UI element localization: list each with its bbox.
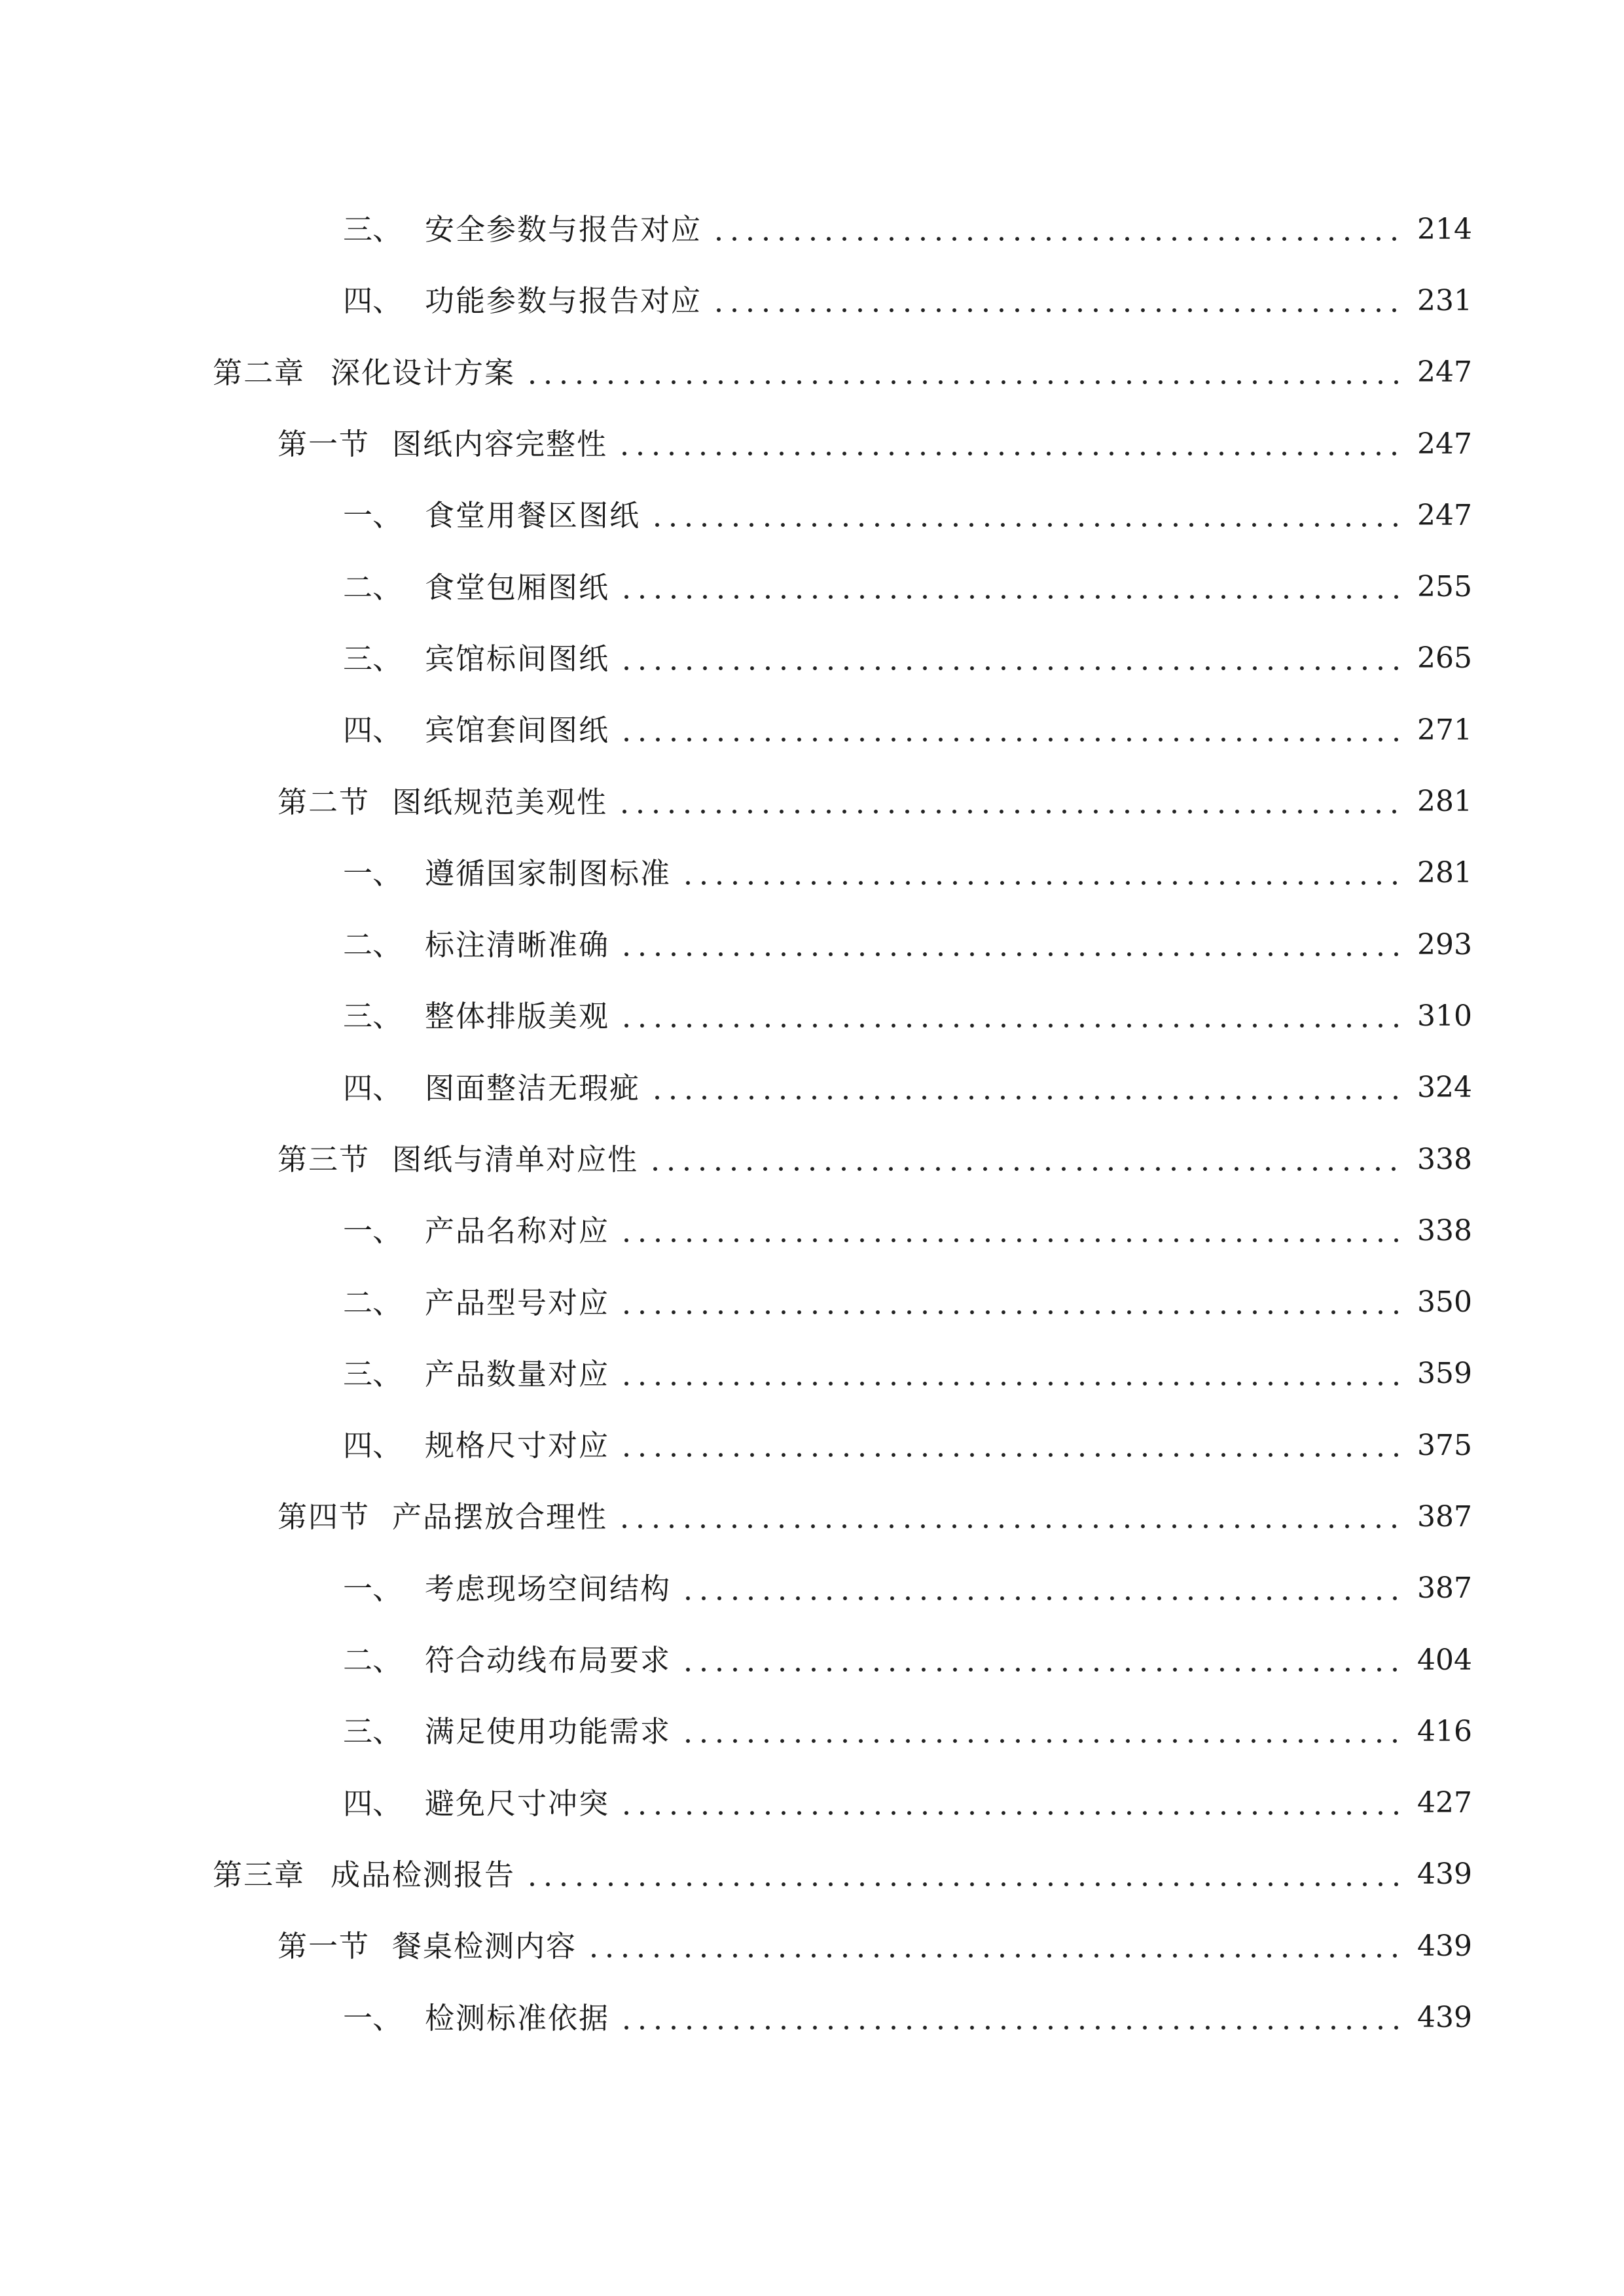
toc-entry-number: 一、 bbox=[343, 498, 403, 533]
toc-entry-title: 宾馆套间图纸 bbox=[425, 713, 610, 748]
toc-entry-number: 第一节 bbox=[278, 427, 370, 462]
dot-leader bbox=[619, 1288, 1407, 1318]
toc-entry[interactable] bbox=[0, 480, 1624, 551]
toc-entry-title: 宾馆标间图纸 bbox=[425, 641, 610, 676]
toc-entry-page: 387 bbox=[1417, 1499, 1472, 1534]
toc-entry-page: 416 bbox=[1417, 1714, 1472, 1748]
dot-leader bbox=[619, 1001, 1407, 1031]
toc-entry[interactable] bbox=[0, 551, 1624, 622]
toc-entry-page: 427 bbox=[1417, 1786, 1472, 1820]
dot-leader bbox=[680, 859, 1407, 888]
toc-entry-page: 387 bbox=[1417, 1571, 1472, 1605]
toc-entry-page: 338 bbox=[1417, 1213, 1472, 1247]
toc-entry-page: 281 bbox=[1417, 856, 1472, 890]
toc-entry-number: 第三节 bbox=[278, 1142, 370, 1177]
dot-leader bbox=[619, 1359, 1407, 1389]
toc-entry-page: 281 bbox=[1417, 785, 1472, 819]
toc-entry-title: 标注清晰准确 bbox=[425, 927, 610, 963]
toc-entry-title: 检测标准依据 bbox=[425, 2000, 610, 2036]
toc-entry[interactable] bbox=[0, 1266, 1624, 1338]
toc-entry-page: 439 bbox=[1417, 1929, 1472, 1963]
dot-leader bbox=[649, 501, 1407, 530]
toc-entry-title: 食堂用餐区图纸 bbox=[425, 498, 641, 533]
toc-entry[interactable] bbox=[0, 980, 1624, 1052]
toc-entry-number: 四、 bbox=[343, 1428, 403, 1463]
toc-entry-page: 265 bbox=[1417, 641, 1472, 675]
dot-leader bbox=[680, 1645, 1407, 1675]
toc-entry-number: 四、 bbox=[343, 1785, 403, 1821]
toc-entry-number: 三、 bbox=[343, 212, 403, 247]
toc-entry-title: 产品数量对应 bbox=[425, 1356, 610, 1391]
toc-entry-page: 439 bbox=[1417, 1857, 1472, 1892]
toc-entry[interactable] bbox=[0, 1195, 1624, 1266]
toc-entry[interactable] bbox=[0, 909, 1624, 980]
toc-entry[interactable] bbox=[0, 1553, 1624, 1624]
toc-entry-title: 考虑现场空间结构 bbox=[425, 1571, 672, 1606]
dot-leader bbox=[619, 2003, 1407, 2033]
toc-entry[interactable] bbox=[0, 623, 1624, 694]
dot-leader bbox=[586, 1931, 1407, 1961]
dot-leader bbox=[524, 1860, 1407, 1890]
toc-section-entry[interactable] bbox=[0, 766, 1624, 837]
toc-entry[interactable] bbox=[0, 1410, 1624, 1481]
dot-leader bbox=[711, 215, 1407, 244]
toc-entry-number: 四、 bbox=[343, 1070, 403, 1105]
toc-entry-page: 359 bbox=[1417, 1357, 1472, 1391]
toc-entry-page: 338 bbox=[1417, 1142, 1472, 1176]
toc-entry[interactable] bbox=[0, 1982, 1624, 2053]
toc-entry-number: 三、 bbox=[343, 1714, 403, 1749]
toc-entry-number: 第二章 bbox=[213, 355, 306, 390]
toc-entry-title: 产品名称对应 bbox=[425, 1213, 610, 1249]
dot-leader bbox=[680, 1717, 1407, 1746]
toc-entry-title: 避免尺寸冲突 bbox=[425, 1785, 610, 1821]
toc-entry-title: 图面整洁无瑕疵 bbox=[425, 1070, 641, 1105]
dot-leader bbox=[647, 1145, 1407, 1174]
toc-entry-number: 四、 bbox=[343, 283, 403, 319]
toc-chapter-entry[interactable] bbox=[0, 1839, 1624, 1910]
toc-entry-page: 255 bbox=[1417, 570, 1472, 604]
toc-entry[interactable] bbox=[0, 1338, 1624, 1410]
toc-entry-number: 三、 bbox=[343, 1356, 403, 1391]
dot-leader bbox=[617, 429, 1407, 459]
toc-entry-title: 安全参数与报告对应 bbox=[425, 212, 702, 247]
toc-entry-title: 餐桌检测内容 bbox=[392, 1929, 577, 1964]
toc-entry-title: 深化设计方案 bbox=[331, 355, 516, 390]
dot-leader bbox=[619, 1216, 1407, 1246]
toc-entry-title: 图纸规范美观性 bbox=[392, 784, 608, 819]
toc-entry-number: 一、 bbox=[343, 2000, 403, 2036]
toc-entry-number: 一、 bbox=[343, 1571, 403, 1606]
dot-leader bbox=[711, 286, 1407, 315]
toc-entry-title: 成品检测报告 bbox=[331, 1857, 516, 1892]
toc-entry-page: 310 bbox=[1417, 999, 1472, 1033]
toc-entry-number: 三、 bbox=[343, 641, 403, 676]
toc-entry-title: 图纸与清单对应性 bbox=[392, 1142, 639, 1177]
toc-entry-number: 二、 bbox=[343, 1643, 403, 1678]
dot-leader bbox=[619, 573, 1407, 602]
toc-entry-number: 第一节 bbox=[278, 1929, 370, 1964]
toc-section-entry[interactable] bbox=[0, 1481, 1624, 1552]
toc-entry-page: 350 bbox=[1417, 1285, 1472, 1319]
toc-entry[interactable] bbox=[0, 265, 1624, 336]
toc-chapter-entry[interactable] bbox=[0, 337, 1624, 408]
toc-entry-title: 功能参数与报告对应 bbox=[425, 283, 702, 319]
toc-entry-number: 第四节 bbox=[278, 1499, 370, 1535]
toc-entry-page: 214 bbox=[1417, 212, 1472, 246]
toc-entry-number: 四、 bbox=[343, 713, 403, 748]
toc-entry-page: 271 bbox=[1417, 713, 1472, 747]
toc-entry-number: 三、 bbox=[343, 999, 403, 1034]
toc-entry-number: 一、 bbox=[343, 855, 403, 891]
toc-entry-title: 产品摆放合理性 bbox=[392, 1499, 608, 1535]
toc-entry-page: 375 bbox=[1417, 1428, 1472, 1462]
table-of-contents bbox=[0, 194, 1624, 2054]
toc-entry-page: 293 bbox=[1417, 927, 1472, 961]
toc-entry[interactable] bbox=[0, 1696, 1624, 1767]
toc-entry[interactable] bbox=[0, 1052, 1624, 1124]
dot-leader bbox=[524, 358, 1407, 387]
toc-entry-number: 二、 bbox=[343, 1285, 403, 1320]
toc-entry-number: 一、 bbox=[343, 1213, 403, 1249]
toc-entry-page: 231 bbox=[1417, 283, 1472, 317]
toc-section-entry[interactable] bbox=[0, 1910, 1624, 1982]
dot-leader bbox=[617, 1502, 1407, 1532]
toc-entry-number: 第三章 bbox=[213, 1857, 306, 1892]
toc-section-entry[interactable] bbox=[0, 1124, 1624, 1195]
toc-entry-title: 遵循国家制图标准 bbox=[425, 855, 672, 891]
dot-leader bbox=[649, 1073, 1407, 1103]
toc-entry[interactable] bbox=[0, 1624, 1624, 1696]
toc-entry[interactable] bbox=[0, 194, 1624, 265]
toc-entry[interactable] bbox=[0, 694, 1624, 766]
toc-entry-page: 247 bbox=[1417, 498, 1472, 532]
toc-entry-page: 247 bbox=[1417, 355, 1472, 389]
toc-entry-title: 图纸内容完整性 bbox=[392, 427, 608, 462]
dot-leader bbox=[619, 1789, 1407, 1818]
toc-entry-page: 247 bbox=[1417, 427, 1472, 461]
dot-leader bbox=[619, 644, 1407, 673]
toc-entry[interactable] bbox=[0, 838, 1624, 909]
toc-entry-title: 符合动线布局要求 bbox=[425, 1643, 672, 1678]
toc-entry-number: 第二节 bbox=[278, 784, 370, 819]
toc-entry-number: 二、 bbox=[343, 927, 403, 963]
toc-entry-page: 404 bbox=[1417, 1643, 1472, 1677]
toc-section-entry[interactable] bbox=[0, 408, 1624, 480]
toc-entry-page: 439 bbox=[1417, 2001, 1472, 2035]
dot-leader bbox=[680, 1574, 1407, 1604]
toc-entry-number: 二、 bbox=[343, 569, 403, 605]
dot-leader bbox=[617, 787, 1407, 817]
toc-entry-title: 食堂包厢图纸 bbox=[425, 569, 610, 605]
dot-leader bbox=[619, 715, 1407, 745]
dot-leader bbox=[619, 930, 1407, 960]
dot-leader bbox=[619, 1431, 1407, 1460]
toc-entry-title: 满足使用功能需求 bbox=[425, 1714, 672, 1749]
toc-entry-page: 324 bbox=[1417, 1071, 1472, 1105]
toc-entry-title: 整体排版美观 bbox=[425, 999, 610, 1034]
toc-entry-title: 规格尺寸对应 bbox=[425, 1428, 610, 1463]
toc-entry-title: 产品型号对应 bbox=[425, 1285, 610, 1320]
toc-entry[interactable] bbox=[0, 1768, 1624, 1839]
